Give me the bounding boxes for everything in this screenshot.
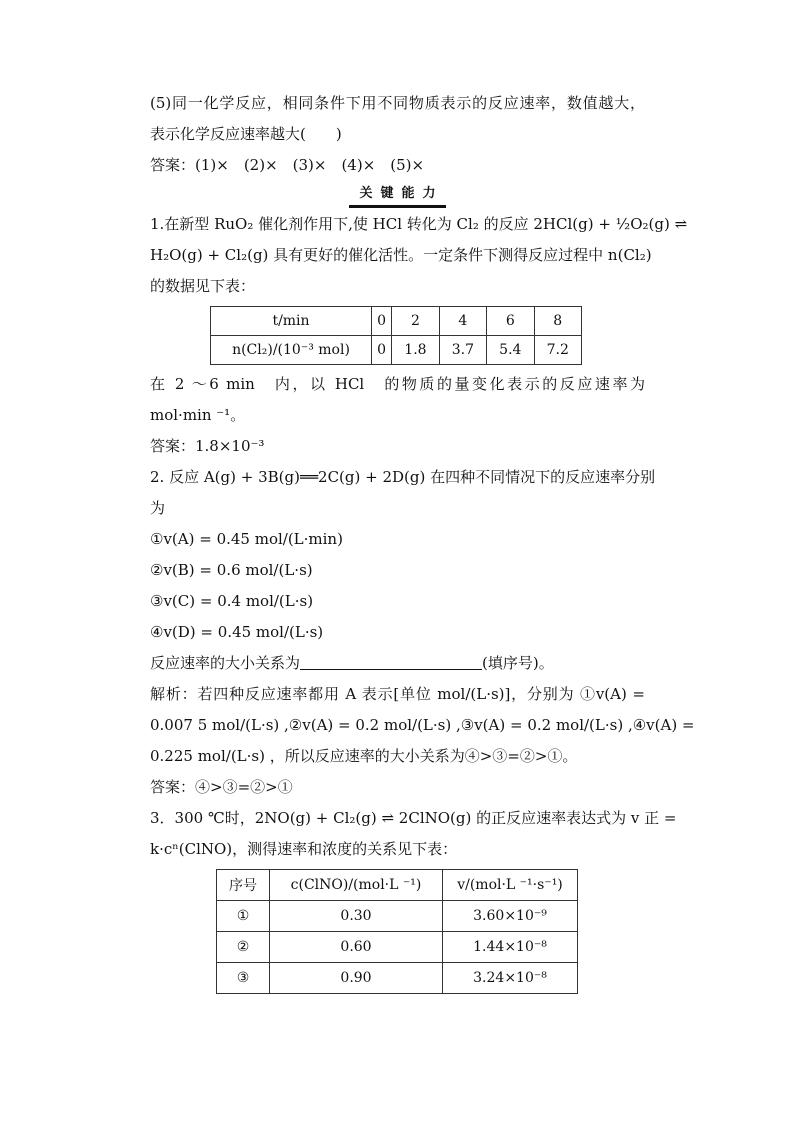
- question-text: 反应速率的大小关系为: [150, 654, 301, 672]
- table-cell: 8: [534, 307, 581, 336]
- section-heading: 关键能力: [349, 183, 445, 208]
- table-header-cell: t/min: [211, 307, 372, 336]
- table-cell: 1.44×10⁻⁸: [443, 932, 578, 963]
- table-cell: 3.60×10⁻⁹: [443, 901, 578, 932]
- analysis-line-3: 0.225 mol/(L·s) ，所以反应速率的大小关系为④>③=②>①。: [150, 747, 578, 765]
- question-5-line-2: 表示化学反应速率越大( ): [150, 125, 342, 143]
- table-cell: 5.4: [487, 336, 534, 365]
- table-cell: 0: [372, 336, 392, 365]
- problem-3-line-2: k·cⁿ(ClNO)，测得速率和浓度的关系见下表：: [150, 840, 458, 858]
- problem-1-question-line-1: 在 2 ～6 min 内，以 HCl 的物质的量变化表示的反应速率为: [150, 375, 645, 393]
- table-cell: ③: [217, 963, 270, 994]
- table-cell: ①: [217, 901, 270, 932]
- table-cell: 6: [487, 307, 534, 336]
- table-row: [217, 932, 578, 963]
- answer-previous: 答案：(1)× (2)× (3)× (4)× (5)×: [150, 156, 425, 174]
- problem-1-answer: 答案：1.8×10⁻³: [150, 437, 265, 455]
- table-cell: 2: [392, 307, 439, 336]
- chlorine-amount-table: [210, 306, 582, 365]
- problem-2-line-1: 2. 反应 A(g) + 3B(g)══2C(g) + 2D(g) 在四种不同情况下的反应速率分别: [150, 468, 656, 486]
- problem-1-line-3: 的数据见下表：: [150, 277, 256, 295]
- analysis-line-2: 0.007 5 mol/(L·s) ,②v(A) = 0.2 mol/(L·s) ,③v(A) = 0.2 mol/(L·s) ,④v(A) =: [150, 716, 695, 734]
- table-header-cell: c(ClNO)/(mol·L ⁻¹): [270, 870, 443, 901]
- table-row: [211, 307, 582, 336]
- table-cell: 0.30: [270, 901, 443, 932]
- table-cell: 3.7: [439, 336, 486, 365]
- problem-2-question: [150, 648, 645, 679]
- table-header-cell: v/(mol·L ⁻¹·s⁻¹): [443, 870, 578, 901]
- rate-item: ②v(B) = 0.6 mol/(L·s): [150, 561, 313, 579]
- question-suffix: (填序号)。: [482, 654, 554, 672]
- table-row: [211, 336, 582, 365]
- analysis-line-1: 解析：若四种反应速率都用 A 表示[单位 mol/(L·s)]，分别为 ①v(A) =: [150, 685, 645, 703]
- table-header-cell: 序号: [217, 870, 270, 901]
- problem-1-line-1: 1.在新型 RuO₂ 催化剂作用下,使 HCl 转化为 Cl₂ 的反应 2HCl(g) + ½O₂(g) ⇌: [150, 215, 688, 233]
- section-heading-wrap: [150, 183, 645, 209]
- rate-item: ④v(D) = 0.45 mol/(L·s): [150, 623, 324, 641]
- table-row: [217, 963, 578, 994]
- problem-2-answer: 答案：④>③=②>①: [150, 778, 293, 796]
- question-5-line-1: (5)同一化学反应，相同条件下用不同物质表示的反应速率，数值越大，: [150, 94, 645, 112]
- table-cell: 7.2: [534, 336, 581, 365]
- problem-1-question-line-2: mol·min ⁻¹。: [150, 406, 246, 424]
- rate-item: ③v(C) = 0.4 mol/(L·s): [150, 592, 314, 610]
- table-cell: ②: [217, 932, 270, 963]
- rate-item: ①v(A) = 0.45 mol/(L·min): [150, 530, 343, 548]
- table-cell: 4: [439, 307, 486, 336]
- problem-1-line-2: H₂O(g) + Cl₂(g) 具有更好的催化活性。一定条件下测得反应过程中 n(Cl₂): [150, 246, 652, 264]
- table-header-cell: n(Cl₂)/(10⁻³ mol): [211, 336, 372, 365]
- table-cell: 0: [372, 307, 392, 336]
- problem-3-line-1: 3．300 ℃时，2NO(g) + Cl₂(g) ⇌ 2ClNO(g) 的正反应速率表达式为 v 正 =: [150, 809, 677, 827]
- rate-concentration-table: [216, 869, 578, 994]
- document-page: [150, 88, 695, 994]
- problem-2-line-2: 为: [150, 499, 166, 517]
- table-row: [217, 901, 578, 932]
- table-cell: 1.8: [392, 336, 439, 365]
- table-row: [217, 870, 578, 901]
- table-cell: 0.90: [270, 963, 443, 994]
- answer-blank: [300, 655, 482, 670]
- table-cell: 0.60: [270, 932, 443, 963]
- table-cell: 3.24×10⁻⁸: [443, 963, 578, 994]
